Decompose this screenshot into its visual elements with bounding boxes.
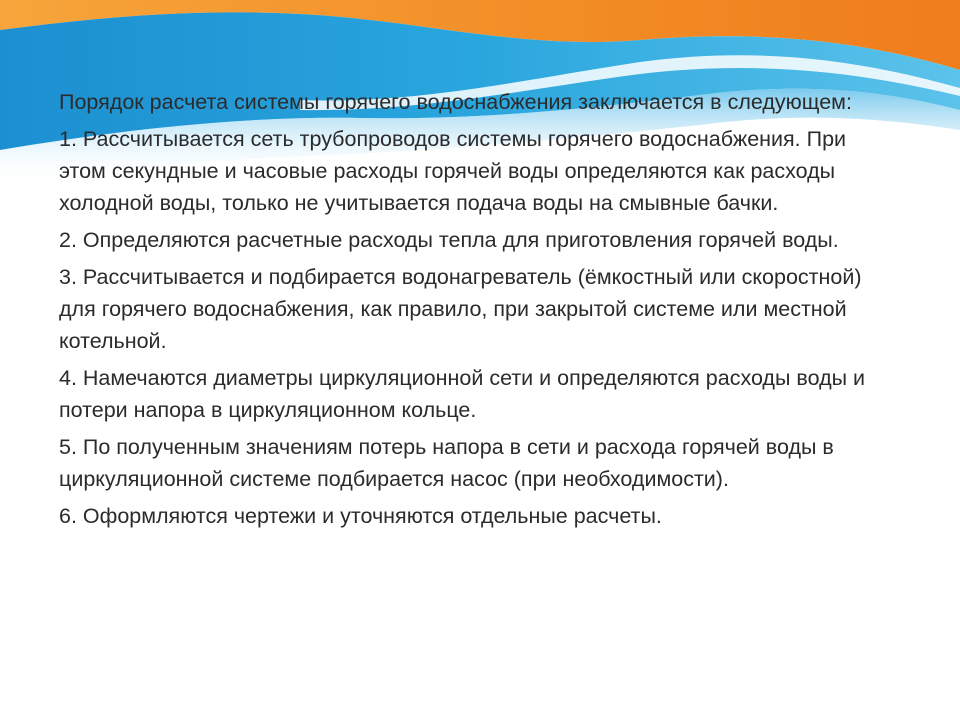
intro-paragraph: Порядок расчета системы горячего водоснабжения заключается в следующем: xyxy=(59,90,852,114)
step-2: 2. Определяются расчетные расходы тепла для приготовления горячей воды. xyxy=(59,228,839,252)
step-4: 4. Намечаются диаметры циркуляционной сети и определяются расходы воды и потери напора в циркуляционном кольце. xyxy=(59,366,866,422)
step-6: 6. Оформляются чертежи и уточняются отдельные расчеты. xyxy=(59,504,662,528)
step-3: 3. Рассчитывается и подбирается водонагреватель (ёмкостный или скоростной) для горячего водоснабжения, как правило, при закрытой системе или местной котельной. xyxy=(59,265,862,353)
slide-text xyxy=(59,86,889,537)
step-1: 1. Рассчитывается сеть трубопроводов системы горячего водоснабжения. При этом секундные и часовые расходы горячей воды определяются как расходы холодной воды, только не учитывается подача воды на смывные бачки. xyxy=(59,127,847,215)
step-5: 5. По полученным значениям потерь напора в сети и расхода горячей воды в циркуляционной системе подбирается насос (при необходимости). xyxy=(59,435,834,491)
